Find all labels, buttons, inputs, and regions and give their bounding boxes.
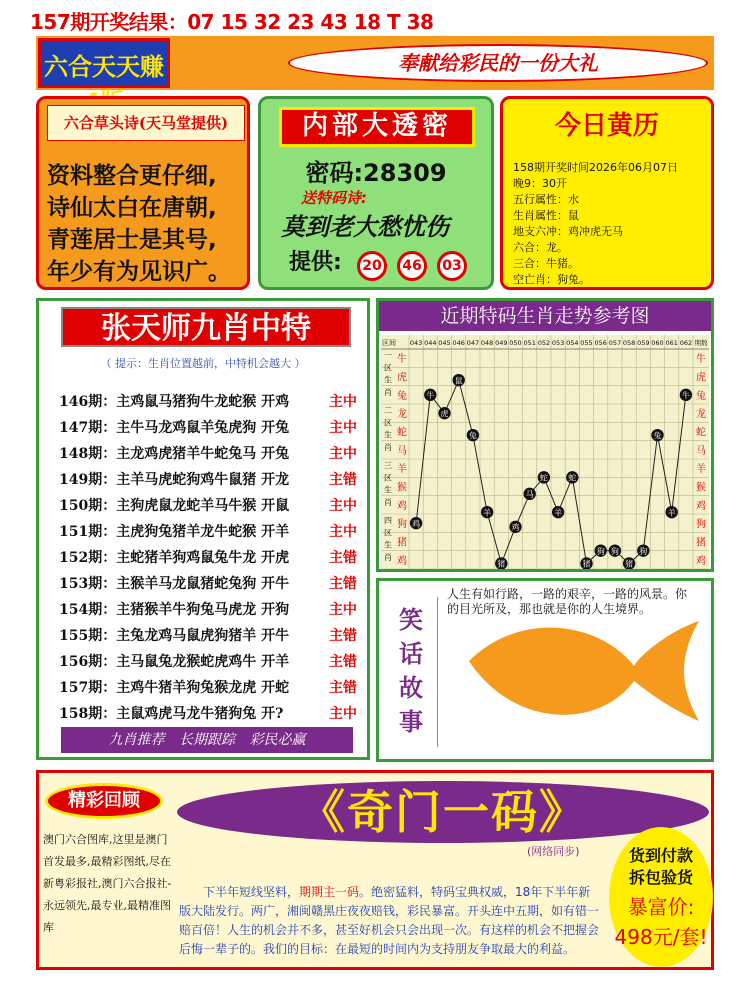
prediction-row: 148期：主龙鸡虎猪羊牛蛇兔马 开兔	[59, 446, 290, 462]
x-tick-label: 054	[566, 339, 579, 347]
point-label: 狗	[639, 546, 648, 556]
promo-text-c: 。绝密猛料，特码宝典权威，18年下半年新版大陆发行。两广，湘闽赣黑庄夜夜赔钱，彩民暴富。开头连中五期，如有错一赔百倍！人生的机会并不多，甚至好机会只会出现一次。有这样的机会不把握会后悔一辈子的。我们的目标：在最短的时间内为支持朋友争取最大的利益。	[179, 885, 600, 956]
point-label: 羊	[483, 508, 492, 518]
prediction-result: 主中	[329, 394, 357, 410]
point-label: 兔	[468, 431, 477, 441]
x-tick-label: 050	[509, 339, 522, 347]
row-label-right: 虎	[696, 372, 706, 384]
row-label-left: 马	[397, 445, 407, 457]
row-label-left: 鸡	[397, 500, 407, 512]
row-label-right: 龙	[696, 409, 706, 421]
row-label-right: 猴	[696, 482, 706, 494]
zone-label: 区	[384, 528, 392, 538]
prediction-row: 157期：主鸡牛猪羊狗兔猴龙虎 开蛇	[59, 680, 290, 696]
x-tick-label: 060	[651, 339, 664, 347]
prediction-result: 主中	[329, 420, 357, 436]
x-tick-label: 046	[452, 339, 465, 347]
x-tick-label: 051	[523, 339, 536, 347]
row-label-right: 马	[696, 445, 706, 457]
x-tick-label: 057	[608, 339, 622, 347]
row-label-left: 猴	[397, 482, 407, 494]
x-tick-label: 048	[480, 339, 494, 347]
chart-title: 近期特码生肖走势参考图	[379, 301, 711, 331]
prediction-row: 146期：主鸡鼠马猪狗牛龙蛇猴 开鸡	[59, 394, 290, 410]
point-label: 牛	[426, 391, 435, 401]
point-label: 马	[525, 490, 534, 500]
row-label-left: 蛇	[397, 427, 407, 439]
joke-divider	[437, 597, 438, 747]
x-tick-label: 058	[622, 339, 636, 347]
fish-illustration	[459, 611, 709, 731]
corner-label: 区间	[382, 339, 396, 347]
sync-label: (网络同步)	[527, 845, 580, 858]
x-tick-label: 059	[637, 339, 650, 347]
x-tick-label: 062	[679, 339, 693, 347]
row-label-right: 狗	[696, 519, 706, 531]
row-label-right: 兔	[696, 390, 706, 402]
almanac-title: 今日黄历	[554, 111, 659, 141]
point-label: 兔	[653, 431, 662, 441]
nine-zodiac-panel	[36, 298, 370, 760]
x-tick-label: 044	[424, 339, 437, 347]
zone-label: 生	[384, 430, 392, 440]
almanac-line: 三合：牛猪。	[513, 257, 579, 270]
zone-label: 区	[384, 473, 392, 483]
prediction-result: 主中	[329, 706, 357, 722]
prediction-row: 153期：主猴羊马龙鼠猪蛇兔狗 开牛	[59, 576, 290, 592]
point-label: 虎	[440, 409, 449, 419]
inspect-label: 拆包验货	[628, 868, 693, 887]
secret-poem: 莫到老大愁忧伤	[281, 212, 449, 241]
prediction-result: 主错	[329, 472, 357, 488]
point-label: 猪	[582, 559, 591, 569]
point-label: 羊	[554, 508, 563, 518]
zone-label: 肖	[384, 442, 392, 452]
x-tick-label: 055	[580, 339, 593, 347]
prediction-result: 主中	[329, 498, 357, 514]
prediction-result: 主错	[329, 628, 357, 644]
price-label: 暴富价:	[627, 895, 695, 919]
point-label: 鸡	[412, 519, 421, 529]
prediction-result: 主中	[329, 446, 357, 462]
prediction-row: 150期：主狗虎鼠龙蛇羊马牛猴 开鼠	[59, 498, 290, 514]
joke-panel	[376, 578, 714, 762]
promo-text-highlight: 期期主一码	[299, 885, 360, 899]
zone-label: 区	[384, 418, 392, 428]
row-label-left: 羊	[397, 464, 407, 476]
x-tick-label: 049	[495, 339, 508, 347]
row-label-right: 猪	[696, 537, 706, 549]
almanac-line: 158期开奖时间2026年06月07日	[513, 161, 678, 174]
row-label-left: 猪	[397, 537, 407, 549]
point-label: 狗	[596, 546, 605, 556]
prediction-row: 158期：主鼠鸡虎马龙牛猪狗兔 开?	[59, 706, 284, 722]
nine-zodiac-footer: 九肖推荐 长期跟踪 彩民必赢	[61, 727, 353, 753]
prediction-row: 151期：主虎狗兔猪羊龙牛蛇猴 开羊	[59, 524, 290, 540]
prediction-row: 147期：主牛马龙鸡鼠羊兔虎狗 开兔	[59, 420, 290, 436]
slogan-banner: 奉献给彩民的一份大礼	[288, 44, 708, 82]
x-tick-label: 047	[466, 339, 480, 347]
almanac-line: 五行属性：水	[513, 193, 579, 206]
prediction-row: 155期：主兔龙鸡马鼠虎狗猪羊 开牛	[59, 628, 290, 644]
almanac-line: 晚9：30开	[513, 177, 567, 190]
poem-title: 六合草头诗(天马堂提供)	[47, 105, 245, 141]
promo-text-a: 下半年短线坚料，	[203, 885, 300, 899]
number-ball: 03	[437, 251, 467, 281]
trend-chart-panel	[376, 298, 714, 572]
zone-label: 生	[384, 540, 392, 550]
poem-line: 诗仙太白在唐朝,	[47, 195, 217, 221]
zone-label: 四	[384, 516, 392, 525]
point-label: 猪	[497, 559, 506, 569]
poem-line: 青莲居士是其号,	[47, 227, 217, 253]
secret-poem-label: 送特码诗:	[301, 189, 367, 207]
trend-chart	[381, 335, 709, 569]
row-label-right: 羊	[696, 464, 706, 476]
nine-zodiac-hint: （ 提示：生肖位置越前，中特机会越大 ）	[100, 357, 306, 370]
price-value: 498元/套!	[614, 925, 708, 949]
row-label-right: 鸡	[696, 500, 706, 512]
number-ball: 46	[397, 251, 427, 281]
row-label-right: 鸡	[696, 555, 706, 567]
zone-label: 肖	[384, 552, 392, 562]
x-tick-label: 061	[665, 339, 678, 347]
poem-line: 资料整合更仔细,	[47, 163, 217, 189]
edition-title: 六合天天赚	[44, 53, 164, 81]
prediction-result: 主中	[329, 524, 357, 540]
point-label: 蛇	[568, 473, 577, 483]
zone-label: 肖	[384, 497, 392, 507]
joke-text: 人生有如行路，一路的艰辛，一路的风景。你的目光所及，那也就是你的人生境界。	[447, 587, 688, 616]
almanac-panel	[500, 96, 714, 290]
row-label-left: 兔	[397, 390, 407, 402]
edition-box	[38, 38, 170, 88]
zone-label: 生	[384, 485, 392, 495]
review-text: 澳门六合图库,这里是澳门首发最多,最精彩图纸,尽在新粤彩报社,澳门六合报社-永远领先,最专业,最精准图库	[43, 833, 172, 934]
qimen-banner: 《奇门一码》	[177, 781, 709, 843]
cod-label: 货到付款	[628, 846, 693, 865]
result-headline: 157期开奖结果：07 15 32 23 43 18 T 38	[30, 10, 434, 34]
point-label: 狗	[610, 546, 619, 556]
almanac-line: 地支六冲：鸡冲虎无马	[513, 225, 623, 238]
row-label-left: 狗	[397, 519, 407, 531]
secret-title: 内部大透密	[279, 107, 475, 147]
zone-label: 一	[384, 351, 392, 360]
row-label-right: 牛	[696, 354, 706, 366]
prediction-result: 主错	[329, 576, 357, 592]
point-label: 鸡	[511, 523, 520, 533]
joke-title: 笑话故事	[399, 605, 423, 736]
point-label: 牛	[681, 391, 690, 401]
secret-code: 密码:28309	[305, 159, 447, 187]
prediction-row: 149期：主羊马虎蛇狗鸡牛鼠猪 开龙	[59, 472, 290, 488]
zone-label: 肖	[384, 387, 392, 397]
number-ball: 20	[357, 251, 387, 281]
zone-label: 三	[384, 461, 392, 470]
poem-line: 年少有为见识广。	[47, 259, 231, 285]
chart-background	[381, 335, 709, 569]
x-tick-label: 043	[409, 339, 423, 347]
point-label: 猪	[625, 559, 634, 569]
row-label-left: 龙	[397, 409, 407, 421]
prediction-row: 152期：主蛇猪羊狗鸡鼠兔牛龙 开虎	[59, 550, 290, 566]
almanac-line: 空亡肖：狗兔。	[513, 273, 590, 286]
point-label: 鼠	[454, 376, 463, 386]
nine-zodiac-title: 张天师九肖中特	[61, 307, 351, 347]
prediction-result: 主错	[329, 654, 357, 670]
promo-panel	[36, 770, 714, 970]
row-label-left: 虎	[397, 372, 407, 384]
row-label-left: 牛	[397, 354, 407, 366]
prediction-result: 主错	[329, 550, 357, 566]
review-badge: 精彩回顾	[45, 783, 163, 819]
prediction-row: 156期：主马鼠兔龙猴蛇虎鸡牛 开羊	[59, 654, 290, 670]
provide-label: 提供:	[289, 250, 342, 275]
zone-label: 二	[384, 406, 392, 415]
almanac-line: 生肖属性：鼠	[513, 209, 579, 222]
row-label-left: 鸡	[397, 555, 407, 567]
x-tick-label: 053	[551, 339, 565, 347]
x-tick-label: 056	[594, 339, 607, 347]
prediction-row: 154期：主猪猴羊牛狗兔马虎龙 开狗	[59, 602, 290, 618]
row-label-right: 蛇	[696, 427, 706, 439]
poem-panel	[36, 96, 250, 290]
secret-panel	[258, 96, 494, 290]
prediction-result: 主中	[329, 602, 357, 618]
x-tick-label: 045	[438, 339, 451, 347]
point-label: 羊	[667, 508, 676, 518]
zone-label: 生	[384, 375, 392, 385]
x-tick-label: 052	[537, 339, 551, 347]
zone-label: 区	[384, 363, 392, 373]
prediction-result: 主错	[329, 680, 357, 696]
point-label: 蛇	[539, 473, 548, 483]
almanac-line: 六合：龙。	[513, 241, 568, 254]
end-label: 期数	[694, 339, 708, 347]
promo-text	[179, 883, 599, 959]
